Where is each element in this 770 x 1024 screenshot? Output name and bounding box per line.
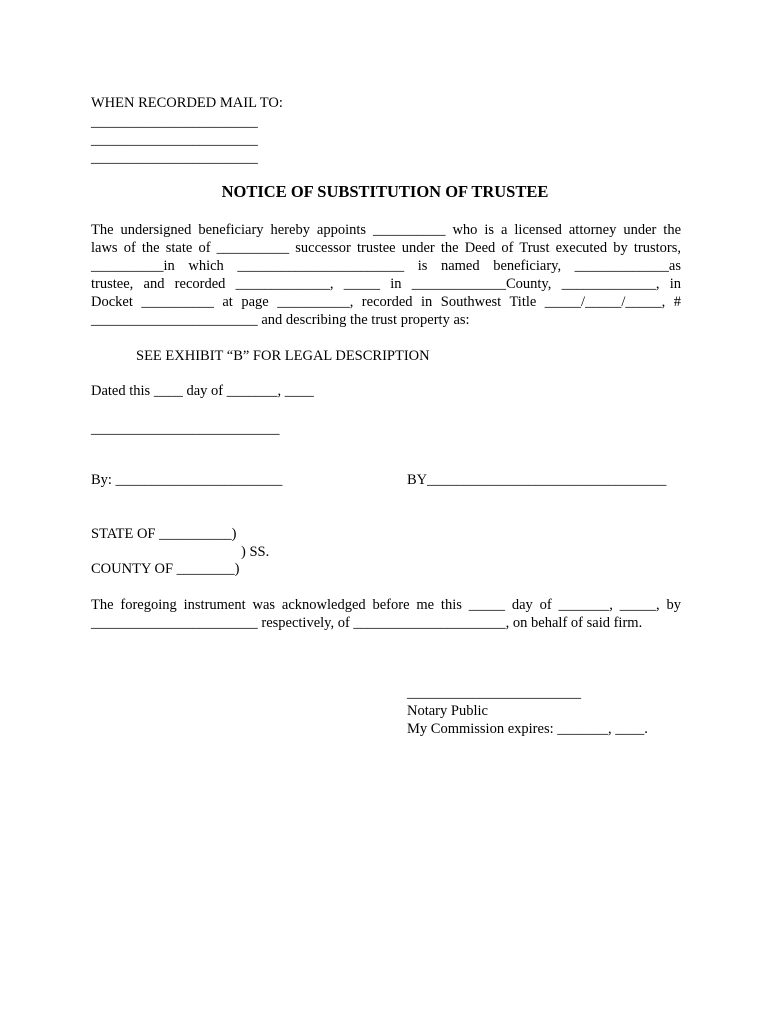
ss-marker: ) SS. — [241, 544, 270, 560]
document-title: NOTICE OF SUBSTITUTION OF TRUSTEE — [221, 182, 549, 201]
address-line-3: _______________________ — [91, 150, 258, 166]
dated-line: Dated this ____ day of _______, ____ — [91, 383, 314, 399]
county-of-line: COUNTY OF ________) — [91, 561, 240, 577]
body-paragraph — [91, 221, 681, 329]
notary-title: Notary Public — [407, 703, 488, 719]
body-line: laws of the state of __________ successor trustee under the Deed of Trust executed by trustors, — [91, 240, 681, 256]
acknowledgment-line: _______________________ respectively, of _____________________, on behalf of said firm. — [91, 615, 643, 631]
body-line: trustee, and recorded _____________, _____ in _____________County, _____________, in — [91, 276, 681, 292]
address-line-1: _______________________ — [91, 114, 258, 130]
body-line: __________in which _______________________ is named beneficiary, _____________as — [91, 258, 681, 274]
mail-to-label: WHEN RECORDED MAIL TO: — [91, 95, 283, 111]
commission-expires: My Commission expires: _______, ____. — [407, 721, 648, 737]
signature-line: __________________________ — [91, 421, 280, 437]
state-of-line: STATE OF __________) — [91, 526, 237, 542]
notary-signature-line: ________________________ — [407, 685, 581, 701]
by-right-line: BY_________________________________ — [407, 472, 667, 488]
body-line: Docket __________ at page __________, recorded in Southwest Title _____/_____/_____, # — [91, 294, 681, 310]
address-line-2: _______________________ — [91, 132, 258, 148]
body-line: _______________________ and describing the trust property as: — [91, 312, 470, 328]
acknowledgment-line: The foregoing instrument was acknowledged before me this _____ day of _______, _____, by — [91, 597, 681, 613]
body-line: The undersigned beneficiary hereby appoints __________ who is a licensed attorney under the — [91, 222, 681, 238]
acknowledgment-paragraph — [91, 596, 681, 632]
by-left-line: By: _______________________ — [91, 472, 283, 488]
exhibit-reference: SEE EXHIBIT “B” FOR LEGAL DESCRIPTION — [136, 348, 430, 364]
